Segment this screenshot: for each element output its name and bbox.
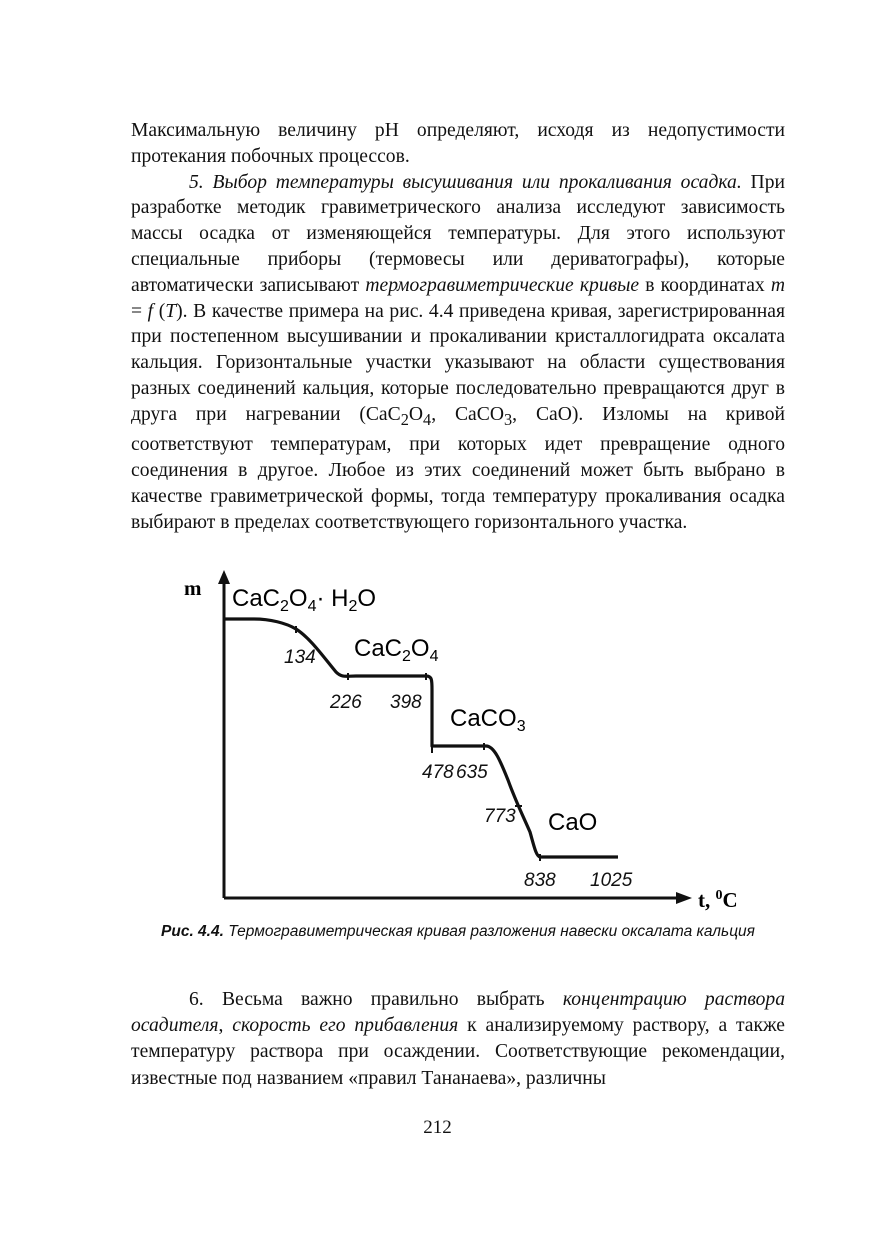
- temp-label-1025: 1025: [590, 870, 633, 891]
- phase-label-cao: CaO: [548, 809, 598, 836]
- phase-label-cac2o4: $CaC_2O_4$: [354, 635, 439, 665]
- body-text-top: [131, 118, 785, 536]
- thermogravimetric-figure: [170, 570, 750, 920]
- y-axis-arrow: [218, 570, 230, 584]
- temp-label-635: 635: [456, 762, 488, 783]
- phase-label-cac2o4-h2o: $CaC_2O_4\cdot H_2O$: [232, 585, 377, 615]
- figure-caption: [131, 922, 785, 941]
- temp-label-838: 838: [524, 870, 556, 891]
- section-heading: 5. Выбор температуры высушивания или прокаливания осадка.: [189, 171, 742, 193]
- body-text-bottom: [131, 987, 785, 1092]
- phase-label-caco3: CaCO$_3$: [450, 705, 526, 735]
- tg-curve-svg: [170, 570, 750, 920]
- page-number: 212: [423, 1117, 452, 1138]
- x-axis-arrow: [676, 892, 692, 904]
- temp-label-226: 226: [330, 692, 362, 713]
- paragraph-tananaev: 6. Весьма важно правильно выбрать концентрацию раствора осадителя, скорость его прибавления к анализируемому раствору, а также температуру раствора при осаждении. Соответствующие рекомендации, известные под названием «правил Тананаева», различны: [131, 989, 786, 1089]
- temp-label-478: 478: [422, 762, 454, 783]
- temp-label-398: 398: [390, 692, 422, 713]
- figure-number: Рис. 4.4.: [161, 923, 224, 940]
- paragraph-temperature: 5. Выбор температуры высушивания или прокаливания осадка. При разработке методик гравиметрического анализа исследуют зависимость массы осадка от изменяющейся температуры. Для этого используют специальные приборы (термовесы или дериватографы), которые автоматически записывают термогравиметрические кривые в координатах m = f (T). В качестве примера на рис. 4.4 приведена кривая, зарегистрированная при постепенном высушивании и прокаливании кристаллогидрата оксалата кальция. Горизонтальные участки указывают на области существования разных соединений кальция, которые последовательно превращаются друг в друга при нагревании ($CaC_2O_4$, CaCO$_3$, CaO). Изломы на кривой соответствуют температурам, при которых идет превращение одного соединения в другое. Любое из этих соединений может быть выбрано в качестве гравиметрической формы, тогда температуру прокаливания осадка выбирают в пределах соответствующего горизонтального участка.: [131, 171, 786, 533]
- x-axis-label: t, $^0$C: [698, 888, 738, 912]
- temp-label-134: 134: [284, 647, 316, 668]
- figure-caption-text: Термогравиметрическая кривая разложения навески оксалата кальция: [223, 923, 755, 940]
- y-axis-label: m: [184, 576, 202, 600]
- temp-label-773: 773: [484, 806, 516, 827]
- paragraph-ph: Максимальную величину pH определяют, исходя из недопустимости протекания побочных процессов.: [131, 120, 785, 167]
